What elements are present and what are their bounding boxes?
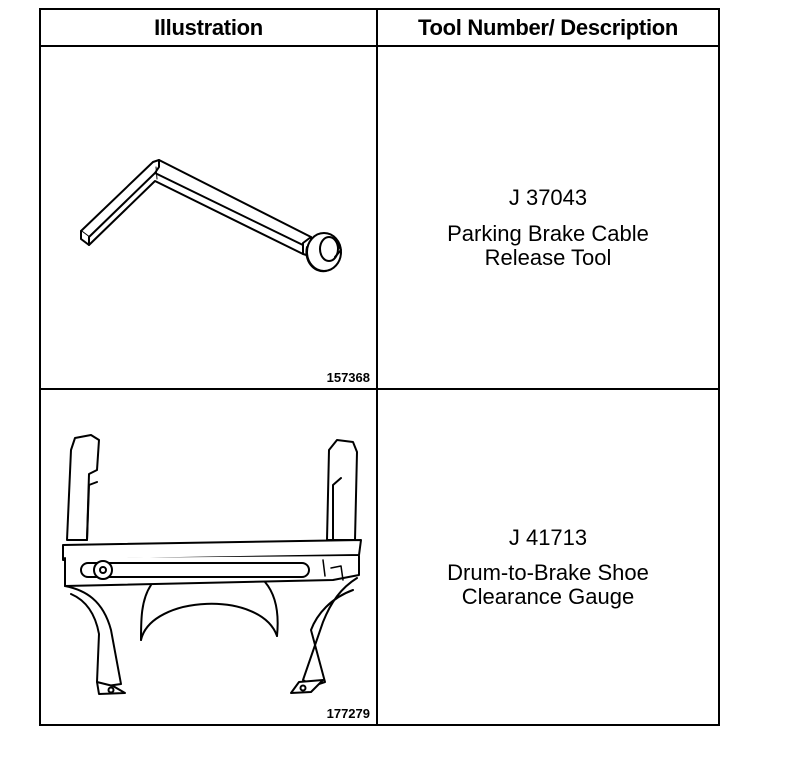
illustration-cell-1 [41, 47, 376, 388]
header-tool-description: Tool Number/ Description [417, 15, 679, 40]
figure-number: 177279 [326, 706, 370, 721]
tool-description-line1: Parking Brake Cable [447, 221, 649, 246]
description-cell-2 [378, 390, 718, 724]
illustration-cell-2 [41, 390, 376, 724]
tool-description-line1: Drum-to-Brake Shoe [447, 560, 649, 585]
brake-shoe-clearance-gauge-drawing [41, 390, 376, 724]
tool-description-line2: Release Tool [484, 245, 612, 270]
tool-description-line2: Clearance Gauge [461, 584, 635, 609]
tool-table [39, 8, 720, 726]
tool-number: J 37043 [508, 185, 588, 210]
parking-brake-release-tool-drawing [41, 47, 376, 388]
figure-number: 157368 [326, 370, 370, 385]
tool-number: J 41713 [508, 525, 588, 550]
description-cell-1 [378, 47, 718, 388]
header-illustration: Illustration [154, 15, 263, 40]
